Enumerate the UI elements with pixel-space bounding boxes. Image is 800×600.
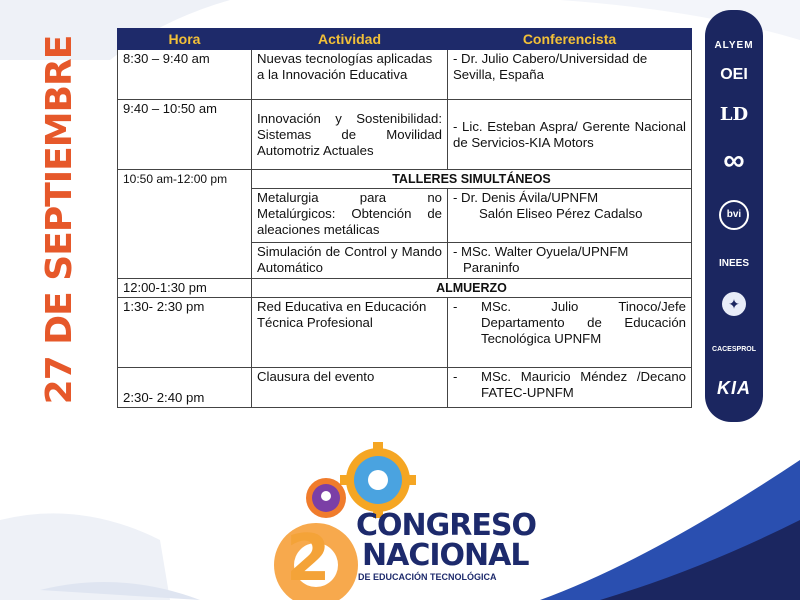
speaker-name: - MSc. Walter Oyuela/UPNFM [453, 244, 629, 259]
row-speaker [448, 189, 692, 243]
sponsor-sidebar [705, 10, 763, 422]
header-actividad: Actividad [252, 29, 448, 50]
row-time: 8:30 – 9:40 am [118, 50, 252, 100]
congress-title-line1: CONGRESO [356, 508, 536, 543]
table-row [118, 368, 692, 408]
row-speaker [448, 368, 692, 408]
table-row [118, 298, 692, 368]
infinity-logo: ∞ [723, 144, 745, 177]
ld-logo: LD [719, 104, 749, 125]
shield-icon: ✦ [722, 292, 746, 316]
speaker-venue: Salón Eliseo Pérez Cadalso [479, 206, 643, 221]
lightbulb-gear-icon [306, 478, 346, 518]
inees-logo: INEES [718, 258, 749, 269]
row-time: 2:30- 2:40 pm [118, 368, 252, 408]
row-activity: Red Educativa en Educación Técnica Profesional [252, 298, 448, 368]
row-activity: Clausura del evento [252, 368, 448, 408]
bullet-dash: - [453, 299, 458, 314]
speaker-name: MSc. Mauricio Méndez /Decano FATEC-UPNFM [481, 369, 686, 400]
table-row [118, 100, 692, 170]
row-time: 10:50 am-12:00 pm [118, 170, 252, 279]
table-row [118, 170, 692, 189]
alyem-logo: ALYEM [714, 40, 754, 51]
row-speaker [448, 298, 692, 368]
bvi-logo-text: bvi [719, 200, 749, 230]
table-row [118, 279, 692, 298]
table-header-row [118, 29, 692, 50]
bullet-dash: - [453, 369, 458, 384]
header-hora: Hora [118, 29, 252, 50]
cacesprol-logo: CACESPROL [712, 346, 756, 353]
lunch-label: ALMUERZO [252, 279, 692, 298]
row-speaker: - Lic. Esteban Aspra/ Gerente Nacional de Servicios-KIA Motors [448, 100, 692, 170]
row-activity: Innovación y Sostenibilidad: Sistemas de Movilidad Automotriz Actuales [252, 100, 448, 170]
schedule-table [117, 28, 692, 408]
speaker-venue: Paraninfo [463, 260, 520, 275]
congress-subtitle: DE EDUCACIÓN TECNOLÓGICA [358, 572, 497, 582]
workshops-subheader: TALLERES SIMULTÁNEOS [252, 170, 692, 189]
table-row [118, 50, 692, 100]
congress-number: 2 [286, 522, 331, 596]
bvi-logo [705, 200, 763, 230]
row-activity: Metalurgia para no Metalúrgicos: Obtención de aleaciones metálicas [252, 189, 448, 243]
row-activity: Nuevas tecnologías aplicadas a la Innovación Educativa [252, 50, 448, 100]
oei-logo: OEI [720, 66, 748, 83]
row-activity: Simulación de Control y Mando Automático [252, 243, 448, 279]
congress-title-line2: NACIONAL [362, 538, 529, 573]
event-date-title: 27 DE SEPTIEMBRE [39, 35, 80, 405]
shield-logo [705, 292, 763, 316]
row-time: 12:00-1:30 pm [118, 279, 252, 298]
row-speaker: - Dr. Julio Cabero/Universidad de Sevilla, España [448, 50, 692, 100]
speaker-name: - Dr. Denis Ávila/UPNFM [453, 190, 599, 205]
speaker-name: MSc. Julio Tinoco/Jefe Departamento de Educación Tecnológica UPNFM [481, 299, 686, 346]
row-time: 9:40 – 10:50 am [118, 100, 252, 170]
congress-logo [270, 440, 570, 600]
header-conferencista: Conferencista [448, 29, 692, 50]
row-speaker [448, 243, 692, 279]
row-time: 1:30- 2:30 pm [118, 298, 252, 368]
kia-logo: KIA [717, 378, 751, 398]
